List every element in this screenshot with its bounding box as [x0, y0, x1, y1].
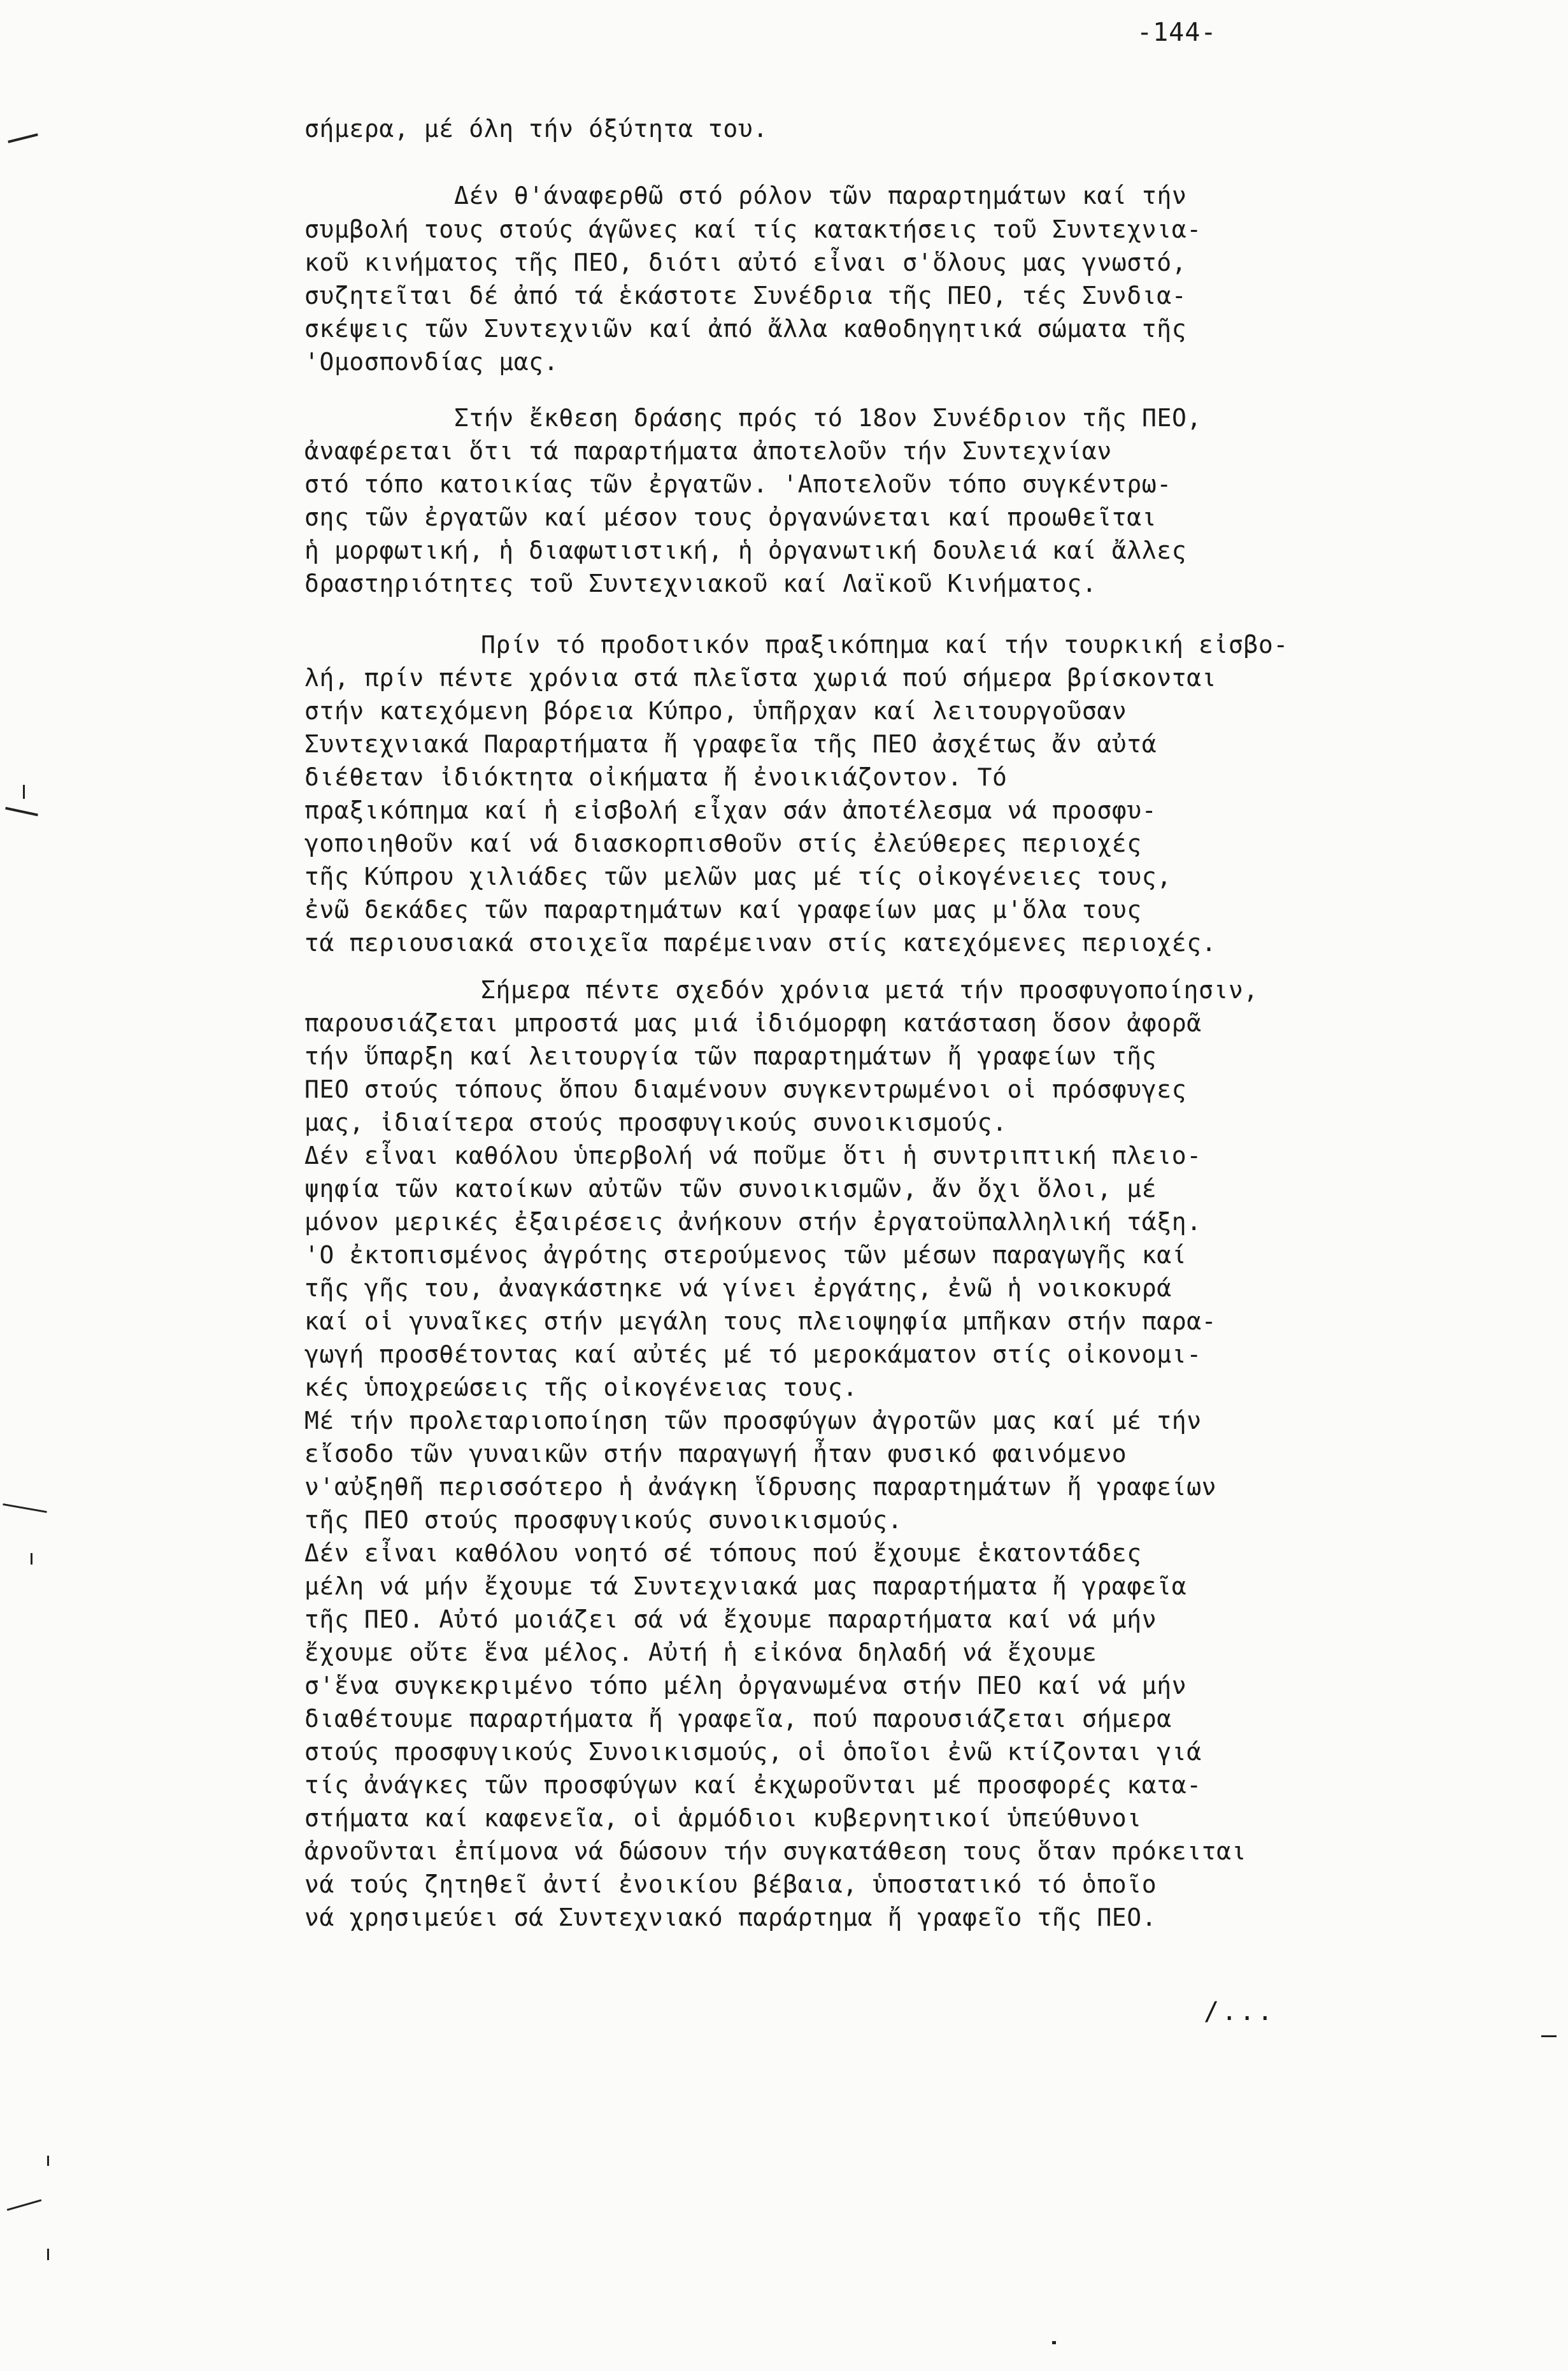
text-line: στήν κατεχόμενη βόρεια Κύπρο, ὑπῆρχαν καί λειτουργοῦσαν: [304, 697, 1127, 725]
text-line: κοῦ κινήματος τῆς ΠΕΟ, διότι αὐτό εἶναι σ'ὅλους μας γνωστό,: [304, 248, 1187, 276]
text-line: στούς προσφυγικούς Συνοικισμούς, οἱ ὁποῖοι ἐνῶ κτίζονται γιά: [304, 1738, 1202, 1766]
text-line: Δέν εἶναι καθόλου νοητό σέ τόπους πού ἔχουμε ἑκατοντάδες: [304, 1539, 1142, 1567]
text-line: τῆς ΠΕΟ. Αὐτό μοιάζει σά νά ἔχουμε παραρτήματα καί νά μήν: [304, 1605, 1157, 1633]
text-line: συζητεῖται δέ ἀπό τά ἑκάστοτε Συνέδρια τῆς ΠΕΟ, τές Συνδια-: [304, 282, 1187, 310]
text-line: τήν ὕπαρξη καί λειτουργία τῶν παραρτημάτων ἤ γραφείων τῆς: [304, 1042, 1157, 1070]
text-line: τῆς Κύπρου χιλιάδες τῶν μελῶν μας μέ τίς οἰκογένειες τους,: [304, 863, 1172, 891]
text-line: διαθέτουμε παραρτήματα ἤ γραφεῖα, πού παρουσιάζεται σήμερα: [304, 1705, 1172, 1733]
text-line: ψηφία τῶν κατοίκων αὐτῶν τῶν συνοικισμῶν, ἄν ὄχι ὅλοι, μέ: [304, 1175, 1157, 1203]
text-line: κές ὑποχρεώσεις τῆς οἰκογένειας τους.: [304, 1373, 858, 1401]
text-line: τά περιουσιακά στοιχεῖα παρέμειναν στίς κατεχόμενες περιοχές.: [304, 929, 1217, 957]
text-line: ἐνῶ δεκάδες τῶν παραρτημάτων καί γραφείων μας μ'ὅλα τους: [304, 896, 1142, 924]
text-line: τίς ἀνάγκες τῶν προσφύγων καί ἐκχωροῦνται μέ προσφορές κατα-: [304, 1771, 1202, 1799]
text-line: εἴσοδο τῶν γυναικῶν στήν παραγωγή ἦταν φυσικό φαινόμενο: [304, 1440, 1127, 1468]
text-line: δραστηριότητες τοῦ Συντεχνιακοῦ καί Λαϊκοῦ Κινήματος.: [304, 569, 1097, 598]
text-line: στήματα καί καφενεῖα, οἱ ἁρμόδιοι κυβερνητικοί ὑπεύθυνοι: [304, 1804, 1142, 1832]
margin-scan-mark: [47, 2249, 49, 2260]
text-line: τῆς γῆς του, ἀναγκάστηκε νά γίνει ἐργάτης, ἐνῶ ἡ νοικοκυρά: [304, 1274, 1172, 1302]
text-line: ἔχουμε οὔτε ἕνα μέλος. Αὐτή ἡ εἰκόνα δηλαδή νά ἔχουμε: [304, 1638, 1097, 1666]
text-line: ἀρνοῦνται ἐπίμονα νά δώσουν τήν συγκατάθεση τους ὅταν πρόκειται: [304, 1837, 1247, 1865]
text-line: λή, πρίν πέντε χρόνια στά πλεῖστα χωριά πού σήμερα βρίσκονται: [304, 664, 1217, 692]
text-line: σκέψεις τῶν Συντεχνιῶν καί ἀπό ἄλλα καθοδηγητικά σώματα τῆς: [304, 315, 1187, 343]
text-line: νά χρησιμεύει σά Συντεχνιακό παράρτημα ἤ γραφεῖο τῆς ΠΕΟ.: [304, 1903, 1157, 1931]
text-line: ν'αὐξηθῆ περισσότερο ἡ ἀνάγκη ἵδρυσης παραρτημάτων ἤ γραφείων: [304, 1473, 1217, 1501]
text-line: σήμερα, μέ όλη τήν όξύτητα του.: [304, 115, 768, 143]
text-line: νά τούς ζητηθεῖ ἀντί ἐνοικίου βέβαια, ὑποστατικό τό ὁποῖο: [304, 1870, 1157, 1898]
margin-scan-mark: [47, 2156, 49, 2166]
margin-scan-mark: [7, 2199, 42, 2210]
margin-scan-mark: [1541, 2035, 1557, 2037]
text-line: διέθεταν ἰδιόκτητα οἰκήματα ἤ ἐνοικιάζοντον. Τό: [304, 763, 1008, 791]
continuation-mark: /...: [1204, 1997, 1276, 2026]
text-line: παρουσιάζεται μπροστά μας μιά ἰδιόμορφη κατάσταση ὅσον ἀφορᾶ: [304, 1009, 1202, 1037]
text-line: 'Ομοσπονδίας μας.: [304, 348, 559, 376]
text-line: Πρίν τό προδοτικόν πραξικόπημα καί τήν τουρκική εἰσβο-: [481, 631, 1288, 659]
text-line: ἡ μορφωτική, ἡ διαφωτιστική, ἡ ὀργανωτική δουλειά καί ἄλλες: [304, 536, 1187, 564]
text-line: τῆς ΠΕΟ στούς προσφυγικούς συνοικισμούς.: [304, 1506, 903, 1534]
text-line: 'Ο ἐκτοπισμένος ἀγρότης στερούμενος τῶν μέσων παραγωγῆς καί: [304, 1241, 1187, 1269]
text-line: Μέ τήν προλεταριοποίηση τῶν προσφύγων ἀγροτῶν μας καί μέ τήν: [304, 1407, 1202, 1435]
margin-scan-mark: [5, 807, 38, 817]
text-line: Σήμερα πέντε σχεδόν χρόνια μετά τήν προσφυγοποίησιν,: [481, 976, 1258, 1004]
text-line: μας, ἰδιαίτερα στούς προσφυγικούς συνοικισμούς.: [304, 1108, 1008, 1136]
text-line: ΠΕΟ στούς τόπους ὅπου διαμένουν συγκεντρωμένοι οἱ πρόσφυγες: [304, 1075, 1187, 1103]
margin-scan-mark: [8, 133, 38, 143]
text-line: γοποιηθοῦν καί νά διασκορπισθοῦν στίς ἐλεύθερες περιοχές: [304, 829, 1142, 857]
page-number: -144-: [1137, 18, 1217, 47]
text-line: Δέν εἶναι καθόλου ὑπερβολή νά ποῦμε ὅτι ἡ συντριπτική πλειο-: [304, 1142, 1202, 1170]
text-line: συμβολή τους στούς άγῶνες καί τίς κατακτήσεις τοῦ Συντεχνια-: [304, 215, 1202, 243]
text-line: πραξικόπημα καί ἡ εἰσβολή εἶχαν σάν ἀποτέλεσμα νά προσφυ-: [304, 796, 1157, 824]
margin-scan-mark: [3, 1503, 46, 1513]
text-line: μόνον μερικές ἐξαιρέσεις ἀνήκουν στήν ἐργατοϋπαλληλική τάξη.: [304, 1208, 1202, 1236]
margin-scan-mark: [31, 1553, 32, 1565]
margin-scan-mark: [1052, 2341, 1056, 2344]
text-line: γωγή προσθέτοντας καί αὐτές μέ τό μεροκάματον στίς οἰκονομι-: [304, 1340, 1202, 1368]
text-line: στό τόπο κατοικίας τῶν ἐργατῶν. 'Αποτελοῦν τόπο συγκέντρω-: [304, 470, 1172, 498]
text-line: καί οἱ γυναῖκες στήν μεγάλη τους πλειοψηφία μπῆκαν στήν παρα-: [304, 1307, 1217, 1335]
margin-scan-mark: [23, 785, 25, 799]
text-line: Στήν ἔκθεση δράσης πρός τό 18ον Συνέδριον τῆς ΠΕΟ,: [454, 404, 1202, 432]
text-line: σ'ἕνα συγκεκριμένο τόπο μέλη ὀργανωμένα στήν ΠΕΟ καί νά μήν: [304, 1672, 1187, 1700]
text-line: ἀναφέρεται ὅτι τά παραρτήματα ἀποτελοῦν τήν Συντεχνίαν: [304, 437, 1112, 465]
text-line: μέλη νά μήν ἔχουμε τά Συντεχνιακά μας παραρτήματα ἤ γραφεῖα: [304, 1572, 1187, 1600]
text-line: σης τῶν ἐργατῶν καί μέσον τους ὀργανώνεται καί προωθεῖται: [304, 503, 1157, 531]
text-line: Δέν θ'άναφερθῶ στό ρόλον τῶν παραρτημάτων καί τήν: [454, 182, 1187, 210]
text-line: Συντεχνιακά Παραρτήματα ἤ γραφεῖα τῆς ΠΕΟ ἀσχέτως ἄν αὐτά: [304, 730, 1157, 758]
